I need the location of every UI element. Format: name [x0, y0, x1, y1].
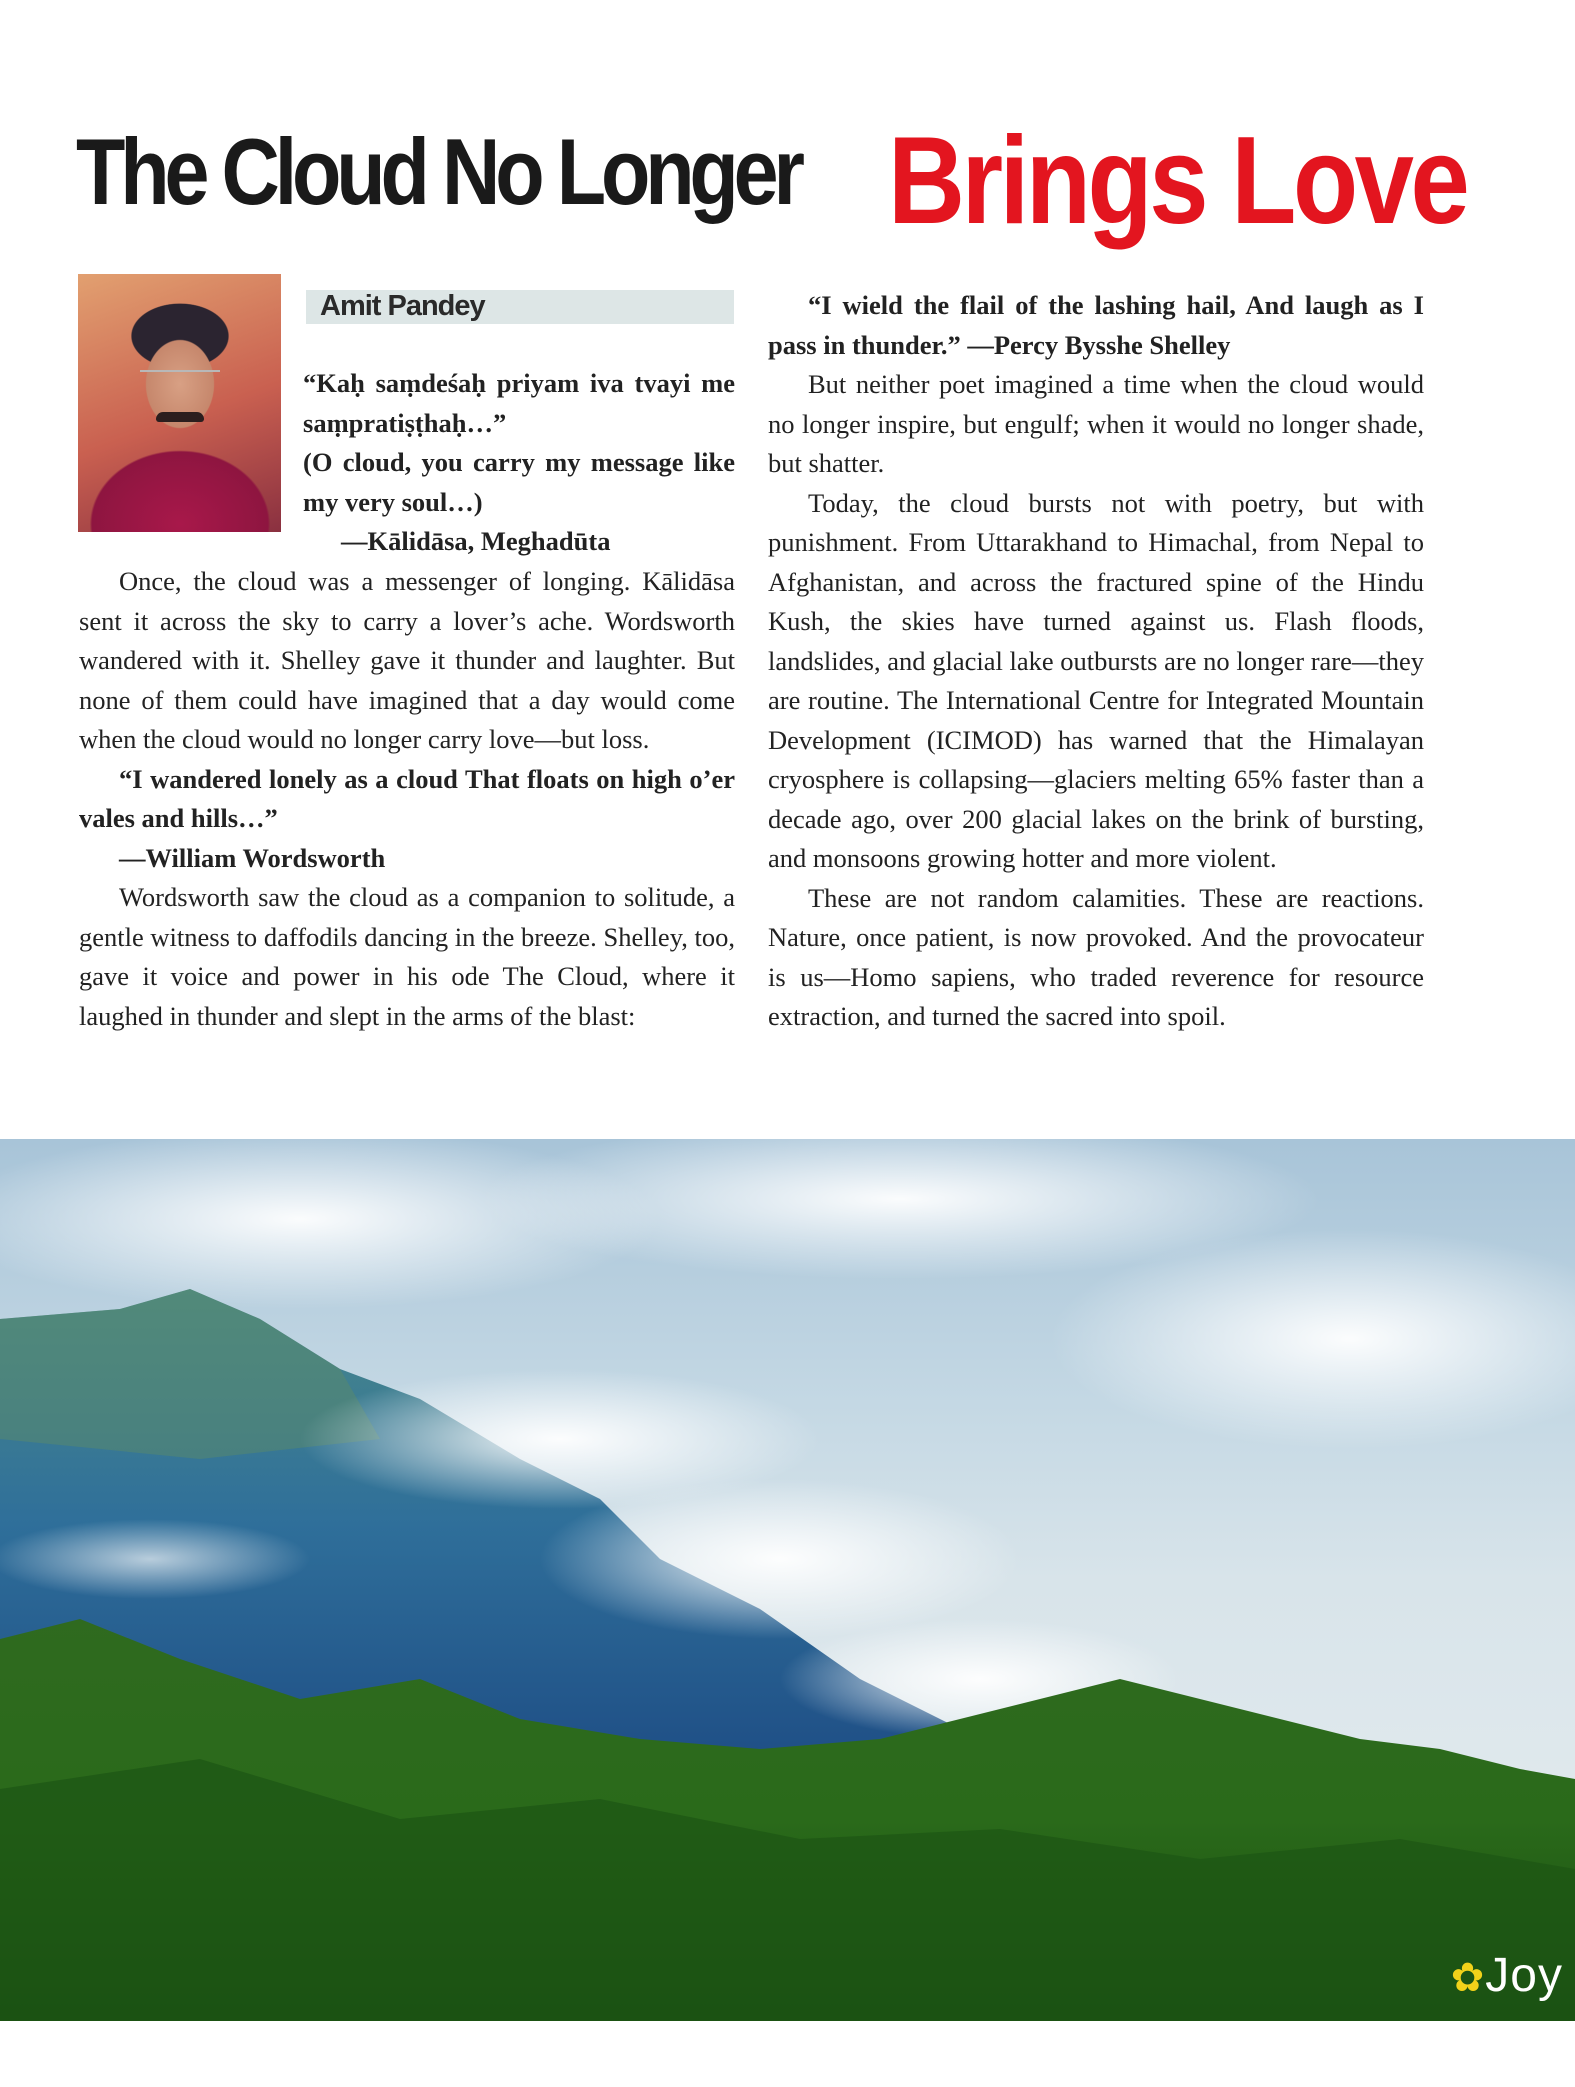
quote-shelley: “I wield the flail of the lashing hail, And laugh as I pass in thunder.” —Percy Bysshe Shelley	[768, 290, 1424, 360]
epigraph-attribution: —Kālidāsa, Meghadūta	[341, 526, 611, 556]
title-part-black: The Cloud No Longer	[76, 119, 800, 224]
title-part-red: Brings Love	[888, 112, 1467, 250]
epigraph	[303, 364, 735, 562]
epigraph-translation: (O cloud, you carry my message like my very soul…)	[303, 447, 735, 517]
right-column	[768, 286, 1424, 1037]
brand-logo	[1451, 1948, 1563, 2003]
paragraph: These are not random calamities. These are reactions. Nature, once patient, is now provoked. And the provocateur is us—Homo sapiens, who traded reverence for resource extraction, and turned the sacred into spoil.	[768, 882, 1424, 1031]
quote-wordsworth: “I wandered lonely as a cloud That floats on high o’er vales and hills…”	[79, 763, 735, 833]
author-byline	[306, 290, 734, 324]
paragraph: But neither poet imagined a time when the cloud would no longer inspire, but engulf; when it would no longer shade, but shatter.	[768, 369, 1424, 478]
mountain-cloud-photo	[0, 1139, 1575, 2021]
article-title	[76, 112, 1516, 268]
paragraph: Wordsworth saw the cloud as a companion to solitude, a gentle witness to daffodils dancing in the breeze. Shelley, too, gave it voice and power in his ode The Cloud, where it laughed in thunder and slept in the arms of the blast:	[79, 882, 735, 1031]
brand-logo-text: Joy	[1485, 1949, 1563, 2002]
epigraph-sanskrit: “Kaḥ saṃdeśaḥ priyam iva tvayi me saṃpratiṣṭhaḥ…”	[303, 368, 735, 438]
paragraph: Once, the cloud was a messenger of longing. Kālidāsa sent it across the sky to carry a lover’s ache. Wordsworth wandered with it. Shelley gave it thunder and laughter. But none of them could have imagined that a day would come when the cloud would no longer carry love—but loss.	[79, 566, 735, 754]
flower-icon: ✿	[1450, 1956, 1486, 2000]
quote-wordsworth-attribution: —William Wordsworth	[119, 842, 386, 873]
paragraph: Today, the cloud bursts not with poetry, but with punishment. From Uttarakhand to Himachal, from Nepal to Afghanistan, and across the fractured spine of the Hindu Kush, the skies have turned against us. Flash floods, landslides, and glacial lake outbursts are no longer rare—they are routine. The International Centre for Integrated Mountain Development (ICIMOD) has warned that the Himalayan cryosphere is collapsing—glaciers melting 65% faster than a decade ago, over 200 glacial lakes on the brink of bursting, and monsoons growing hotter and more violent.	[768, 487, 1424, 873]
left-column	[79, 562, 735, 1036]
author-photo	[78, 274, 281, 532]
author-name: Amit Pandey	[320, 290, 485, 322]
landscape-illustration	[0, 1139, 1575, 2021]
